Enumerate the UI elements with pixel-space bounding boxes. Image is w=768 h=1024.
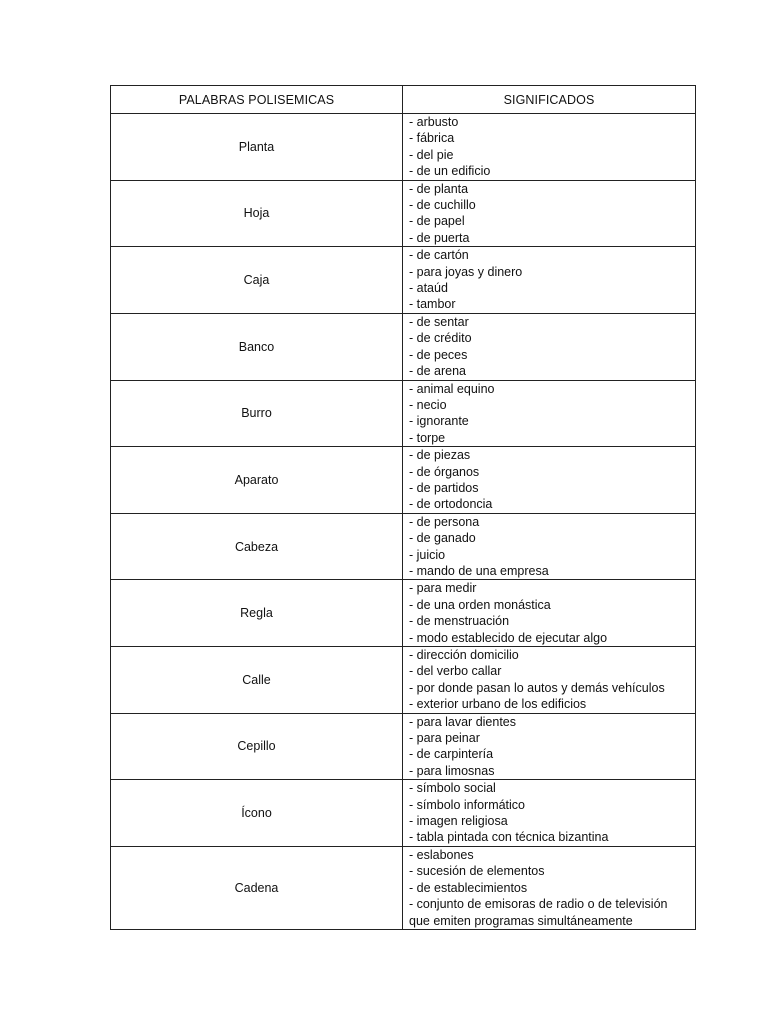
table-header-row	[111, 86, 696, 114]
meanings-cell	[403, 713, 696, 780]
meaning-item: - de planta	[409, 181, 469, 196]
meaning-item: - sucesión de elementos	[409, 864, 545, 879]
table-row	[111, 647, 696, 714]
table-row	[111, 313, 696, 380]
word-cell: Banco	[111, 313, 403, 380]
meaning-item: - de persona	[409, 514, 480, 529]
meaning-item: - animal equino	[409, 381, 495, 396]
meaning-item: - fábrica	[409, 131, 455, 146]
table-row	[111, 713, 696, 780]
meaning-item: - tabla pintada con técnica bizantina	[409, 830, 609, 845]
meaning-item: - conjunto de emisoras de radio o de televisión	[409, 897, 668, 912]
meaning-item: - de menstruación	[409, 614, 510, 629]
meanings-cell	[403, 513, 696, 580]
meaning-item: - del verbo callar	[409, 664, 502, 679]
word-cell: Regla	[111, 580, 403, 647]
meaning-item: - de peces	[409, 347, 468, 362]
meaning-item: - de papel	[409, 214, 465, 229]
table-row	[111, 247, 696, 314]
meaning-item: que emiten programas simultáneamente	[409, 913, 633, 928]
table-body	[111, 114, 696, 930]
meaning-item: - de crédito	[409, 331, 472, 346]
word-cell: Cadena	[111, 846, 403, 929]
meanings-cell	[403, 114, 696, 181]
meaning-item: - ignorante	[409, 414, 469, 429]
word-cell: Planta	[111, 114, 403, 181]
table-row	[111, 180, 696, 247]
word-cell: Burro	[111, 380, 403, 447]
table-row	[111, 114, 696, 181]
table-row	[111, 380, 696, 447]
word-cell: Aparato	[111, 447, 403, 514]
meanings-cell	[403, 247, 696, 314]
meanings-cell	[403, 380, 696, 447]
meaning-item: - símbolo informático	[409, 797, 526, 812]
meaning-item: - por donde pasan lo autos y demás vehículos	[409, 680, 665, 695]
meaning-item: - arbusto	[409, 115, 459, 129]
meaning-item: - de sentar	[409, 314, 469, 329]
meaning-item: - para limosnas	[409, 763, 495, 778]
word-cell: Cabeza	[111, 513, 403, 580]
table-row	[111, 780, 696, 847]
meanings-cell	[403, 846, 696, 929]
meaning-item: - de partidos	[409, 480, 479, 495]
meaning-item: - juicio	[409, 547, 446, 562]
meaning-item: - de ortodoncia	[409, 497, 493, 512]
meaning-item: - para medir	[409, 581, 477, 596]
meaning-item: - de cuchillo	[409, 198, 476, 213]
meanings-cell	[403, 447, 696, 514]
meanings-cell	[403, 647, 696, 714]
meaning-item: - tambor	[409, 297, 456, 312]
meaning-item: - de una orden monástica	[409, 597, 551, 612]
word-cell: Calle	[111, 647, 403, 714]
meaning-item: - de arena	[409, 364, 466, 379]
header-words: PALABRAS POLISEMICAS	[111, 86, 403, 114]
meanings-cell	[403, 180, 696, 247]
word-cell: Hoja	[111, 180, 403, 247]
table-row	[111, 846, 696, 929]
polysemy-table	[110, 85, 696, 930]
meaning-item: - de un edificio	[409, 164, 491, 179]
meaning-item: - necio	[409, 397, 447, 412]
word-cell: Ícono	[111, 780, 403, 847]
meaning-item: - de carpintería	[409, 747, 494, 762]
meaning-item: - torpe	[409, 430, 446, 445]
meaning-item: - del pie	[409, 147, 454, 162]
meaning-item: - de establecimientos	[409, 880, 528, 895]
table-row	[111, 513, 696, 580]
meaning-item: - mando de una empresa	[409, 563, 549, 578]
meaning-item: - exterior urbano de los edificios	[409, 697, 587, 712]
word-cell: Cepillo	[111, 713, 403, 780]
meaning-item: - imagen religiosa	[409, 814, 508, 829]
meanings-cell	[403, 313, 696, 380]
table-row	[111, 580, 696, 647]
meanings-cell	[403, 780, 696, 847]
meaning-item: - para peinar	[409, 731, 480, 746]
meaning-item: - de cartón	[409, 248, 469, 263]
meaning-item: - dirección domicilio	[409, 648, 519, 662]
meaning-item: - de ganado	[409, 531, 476, 546]
meaning-item: - símbolo social	[409, 781, 496, 796]
word-cell: Caja	[111, 247, 403, 314]
meaning-item: - eslabones	[409, 847, 474, 862]
meaning-item: - de órganos	[409, 464, 480, 479]
meaning-item: - para joyas y dinero	[409, 264, 523, 279]
meaning-item: - de puerta	[409, 230, 470, 245]
meanings-cell	[403, 580, 696, 647]
meaning-item: - para lavar dientes	[409, 714, 517, 729]
meaning-item: - de piezas	[409, 448, 471, 463]
table-row	[111, 447, 696, 514]
meaning-item: - ataúd	[409, 281, 448, 296]
meaning-item: - modo establecido de ejecutar algo	[409, 630, 608, 645]
header-meanings: SIGNIFICADOS	[403, 86, 696, 114]
